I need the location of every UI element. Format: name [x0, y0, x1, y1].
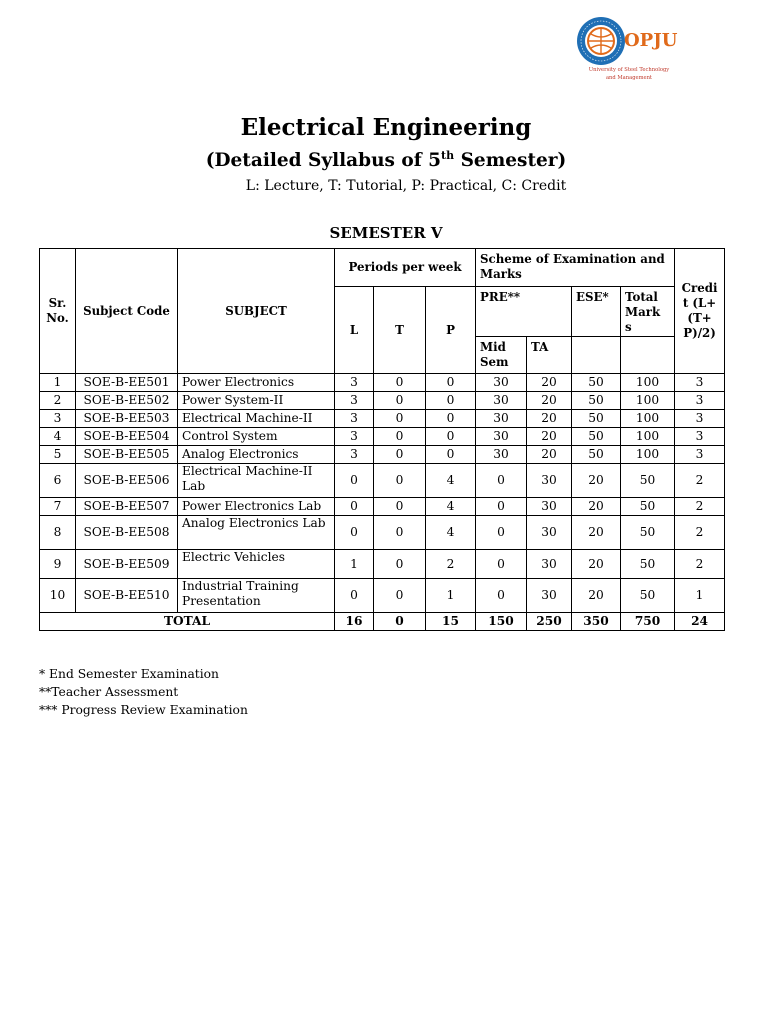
row-credit: 1: [675, 579, 725, 613]
row-ese: 20: [572, 550, 621, 579]
row-ta: 20: [527, 374, 572, 392]
row-total-marks: 100: [621, 446, 675, 464]
row-total-marks: 50: [621, 464, 675, 498]
header-empty-total: [621, 337, 675, 374]
row-subject-code: SOE-B-EE501: [76, 374, 178, 392]
total-ese: 350: [572, 613, 621, 631]
row-subject: Electrical Machine-II Lab: [178, 464, 335, 498]
row-l: 0: [335, 464, 374, 498]
semester-heading: SEMESTER V: [329, 224, 443, 242]
row-t: 0: [374, 498, 426, 516]
row-t: 0: [374, 550, 426, 579]
row-total-marks: 100: [621, 392, 675, 410]
row-subject-code: SOE-B-EE508: [76, 516, 178, 550]
table-row: [40, 392, 725, 410]
row-total-marks: 100: [621, 410, 675, 428]
row-ese: 20: [572, 579, 621, 613]
row-ta: 30: [527, 516, 572, 550]
row-credit: 3: [675, 428, 725, 446]
footnote-ta: **Teacher Assessment: [39, 685, 179, 699]
row-t: 0: [374, 428, 426, 446]
row-t: 0: [374, 516, 426, 550]
row-mid-sem: 30: [476, 410, 527, 428]
row-sr-no: 1: [40, 374, 76, 392]
row-subject-code: SOE-B-EE506: [76, 464, 178, 498]
page-subtitle: [0, 149, 768, 171]
row-ta: 30: [527, 579, 572, 613]
row-subject: Analog Electronics: [178, 446, 335, 464]
row-sr-no: 6: [40, 464, 76, 498]
row-ese: 50: [572, 446, 621, 464]
row-subject-code: SOE-B-EE502: [76, 392, 178, 410]
header-sr-no: Sr. No.: [40, 249, 76, 374]
row-t: 0: [374, 392, 426, 410]
table-row: [40, 579, 725, 613]
header-pre: PRE**: [476, 287, 572, 337]
row-total-marks: 100: [621, 428, 675, 446]
row-p: 2: [426, 550, 476, 579]
row-ese: 50: [572, 410, 621, 428]
row-subject: Electric Vehicles: [178, 550, 335, 579]
header-periods-per-week: Periods per week: [335, 249, 476, 287]
row-mid-sem: 0: [476, 498, 527, 516]
table-row: [40, 516, 725, 550]
footnote-ese: * End Semester Examination: [39, 667, 219, 681]
header-credit: Credi t (L+ (T+ P)/2): [675, 249, 725, 374]
row-l: 1: [335, 550, 374, 579]
row-subject-code: SOE-B-EE507: [76, 498, 178, 516]
row-credit: 3: [675, 374, 725, 392]
row-credit: 2: [675, 464, 725, 498]
university-logo: [574, 14, 684, 84]
row-mid-sem: 0: [476, 550, 527, 579]
logo-name: OPJU: [624, 30, 678, 51]
row-t: 0: [374, 464, 426, 498]
row-sr-no: 3: [40, 410, 76, 428]
row-mid-sem: 30: [476, 392, 527, 410]
subtitle-sup: th: [441, 149, 455, 162]
row-p: 0: [426, 428, 476, 446]
university-seal-icon: [576, 16, 626, 66]
row-subject: Electrical Machine-II: [178, 410, 335, 428]
row-t: 0: [374, 410, 426, 428]
total-p: 15: [426, 613, 476, 631]
row-l: 0: [335, 579, 374, 613]
row-subject-code: SOE-B-EE505: [76, 446, 178, 464]
total-marks: 750: [621, 613, 675, 631]
row-ese: 20: [572, 464, 621, 498]
header-scheme: Scheme of Examination and Marks: [476, 249, 675, 287]
row-credit: 3: [675, 410, 725, 428]
row-mid-sem: 30: [476, 446, 527, 464]
row-ta: 30: [527, 464, 572, 498]
row-t: 0: [374, 446, 426, 464]
header-mid-sem: Mid Sem: [476, 337, 527, 374]
row-p: 4: [426, 464, 476, 498]
total-ta: 250: [527, 613, 572, 631]
total-l: 16: [335, 613, 374, 631]
header-subject: SUBJECT: [178, 249, 335, 374]
row-sr-no: 4: [40, 428, 76, 446]
row-l: 3: [335, 446, 374, 464]
table-row: [40, 446, 725, 464]
row-mid-sem: 30: [476, 374, 527, 392]
row-subject: Industrial Training Presentation: [178, 579, 335, 613]
row-subject-code: SOE-B-EE510: [76, 579, 178, 613]
subtitle-pre: (Detailed Syllabus of 5: [205, 150, 442, 172]
row-subject: Control System: [178, 428, 335, 446]
total-t: 0: [374, 613, 426, 631]
total-credit: 24: [675, 613, 725, 631]
abbreviation-legend: L: Lecture, T: Tutorial, P: Practical, C: Credit: [245, 178, 567, 194]
row-t: 0: [374, 374, 426, 392]
footnote-pre: *** Progress Review Examination: [39, 703, 248, 717]
row-mid-sem: 0: [476, 579, 527, 613]
row-p: 0: [426, 392, 476, 410]
row-l: 3: [335, 410, 374, 428]
row-mid-sem: 30: [476, 428, 527, 446]
row-p: 0: [426, 446, 476, 464]
row-total-marks: 50: [621, 550, 675, 579]
table-row: [40, 464, 725, 498]
row-p: 4: [426, 516, 476, 550]
row-mid-sem: 0: [476, 516, 527, 550]
header-ese: ESE*: [572, 287, 621, 337]
row-total-marks: 50: [621, 516, 675, 550]
row-ta: 20: [527, 392, 572, 410]
row-p: 1: [426, 579, 476, 613]
header-total-marks: Total Mark s: [621, 287, 675, 337]
row-total-marks: 50: [621, 498, 675, 516]
row-sr-no: 9: [40, 550, 76, 579]
row-ese: 20: [572, 516, 621, 550]
table-row: [40, 428, 725, 446]
header-l: L: [335, 287, 374, 374]
row-p: 0: [426, 374, 476, 392]
subtitle-post: Semester): [454, 150, 567, 172]
row-credit: 3: [675, 446, 725, 464]
row-ta: 20: [527, 410, 572, 428]
total-label: TOTAL: [40, 613, 335, 631]
header-p: P: [426, 287, 476, 374]
table-row: [40, 374, 725, 392]
row-credit: 2: [675, 498, 725, 516]
row-subject-code: SOE-B-EE504: [76, 428, 178, 446]
table-row: [40, 410, 725, 428]
row-ese: 20: [572, 498, 621, 516]
row-ese: 50: [572, 392, 621, 410]
row-l: 3: [335, 392, 374, 410]
row-t: 0: [374, 579, 426, 613]
table-row: [40, 550, 725, 579]
row-subject: Power Electronics: [178, 374, 335, 392]
row-sr-no: 7: [40, 498, 76, 516]
header-subject-code: Subject Code: [76, 249, 178, 374]
header-t: T: [374, 287, 426, 374]
header-empty-ese: [572, 337, 621, 374]
row-sr-no: 2: [40, 392, 76, 410]
syllabus-table: [39, 248, 725, 631]
row-subject: Analog Electronics Lab: [178, 516, 335, 550]
row-total-marks: 100: [621, 374, 675, 392]
row-ese: 50: [572, 428, 621, 446]
row-subject-code: SOE-B-EE509: [76, 550, 178, 579]
row-l: 0: [335, 498, 374, 516]
table-row: [40, 498, 725, 516]
logo-tagline-2: and Management: [605, 75, 653, 81]
row-ta: 30: [527, 498, 572, 516]
row-mid-sem: 0: [476, 464, 527, 498]
row-sr-no: 8: [40, 516, 76, 550]
row-total-marks: 50: [621, 579, 675, 613]
row-subject: Power System-II: [178, 392, 335, 410]
page-title: Electrical Engineering: [240, 114, 532, 141]
row-p: 0: [426, 410, 476, 428]
header-ta: TA: [527, 337, 572, 374]
row-l: 3: [335, 428, 374, 446]
row-credit: 2: [675, 550, 725, 579]
row-subject: Power Electronics Lab: [178, 498, 335, 516]
row-ta: 20: [527, 428, 572, 446]
row-ta: 30: [527, 550, 572, 579]
row-p: 4: [426, 498, 476, 516]
logo-tagline-1: University of Steel Technology: [588, 67, 670, 73]
row-ta: 20: [527, 446, 572, 464]
row-l: 3: [335, 374, 374, 392]
row-ese: 50: [572, 374, 621, 392]
row-credit: 3: [675, 392, 725, 410]
row-subject-code: SOE-B-EE503: [76, 410, 178, 428]
total-mid: 150: [476, 613, 527, 631]
row-sr-no: 5: [40, 446, 76, 464]
row-l: 0: [335, 516, 374, 550]
total-row: [40, 613, 725, 631]
row-sr-no: 10: [40, 579, 76, 613]
row-credit: 2: [675, 516, 725, 550]
footnotes: [39, 665, 248, 719]
